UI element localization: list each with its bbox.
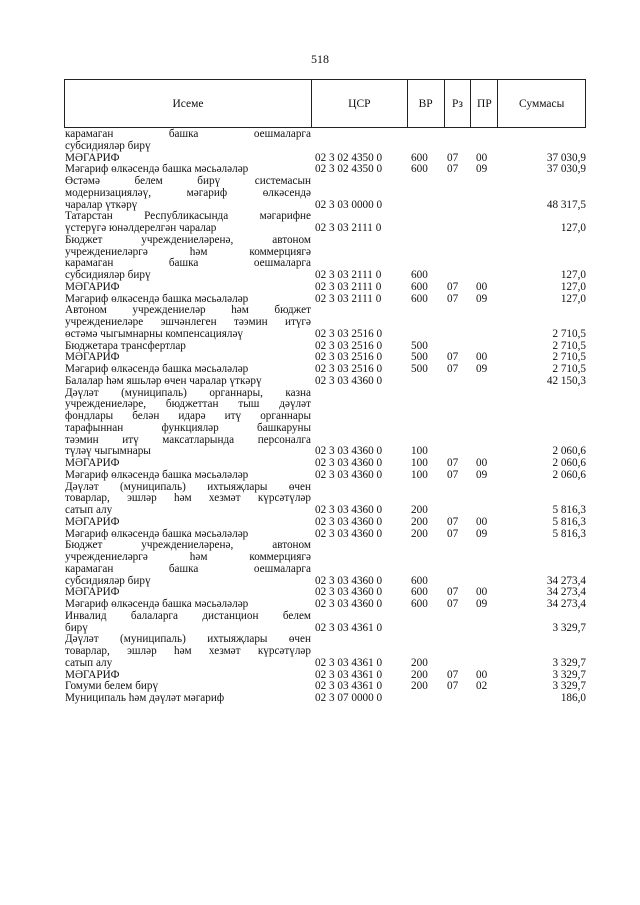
row-sum: 42 150,3 <box>546 374 586 387</box>
row-sum: 3 329,7 <box>552 621 586 634</box>
row-name-line: субсидияләр бирү <box>65 269 151 281</box>
row-sum: 34 273,4 <box>546 574 586 587</box>
row-pr <box>471 693 498 705</box>
row-sum: 2 710,5 <box>552 339 586 352</box>
row-csr: 02 3 03 4360 0 <box>315 586 383 599</box>
row-vr: 600 <box>411 574 428 587</box>
row-csr: 02 3 03 4361 0 <box>315 668 383 681</box>
row-pr: 00 <box>476 351 488 364</box>
row-pr: 09 <box>476 292 488 305</box>
row-vr: 200 <box>411 656 428 669</box>
row-csr: 02 3 03 2111 0 <box>315 292 382 305</box>
row-name <box>64 540 311 587</box>
row-csr: 02 3 02 4350 0 <box>315 151 383 164</box>
row-vr <box>407 223 444 235</box>
row-csr: 02 3 03 2111 0 <box>315 280 382 293</box>
row-pr <box>471 329 498 341</box>
row-name <box>64 458 311 470</box>
row-name-line: Бюджет учреждениеләренә, автоном <box>65 539 311 552</box>
row-sum: 2 060,6 <box>552 468 586 481</box>
row-sum: 48 317,5 <box>546 198 586 211</box>
row-name-line: МӘГАРИФ <box>65 151 120 164</box>
row-name-line: субсидияләр бирү <box>65 139 151 152</box>
row-vr: 200 <box>411 527 428 540</box>
row-name <box>64 693 311 705</box>
table-row <box>64 376 586 388</box>
row-name-line: Дәүләт (муниципаль) ихтыяҗлары өчен <box>65 633 311 646</box>
row-csr: 02 3 03 4360 0 <box>315 527 383 540</box>
row-pr <box>471 200 498 212</box>
row-rz: 07 <box>447 668 459 681</box>
row-vr: 500 <box>411 351 428 364</box>
row-pr: 09 <box>476 468 488 481</box>
row-name <box>64 470 311 482</box>
row-sum: 127,0 <box>560 222 586 234</box>
row-vr <box>407 141 444 153</box>
row-pr <box>471 270 498 282</box>
row-rz <box>444 200 471 212</box>
row-rz: 07 <box>447 468 459 481</box>
row-name-line: учреждениеләргә һәм коммерциягә <box>65 245 311 258</box>
header-pr: ПР <box>470 80 497 127</box>
table-row <box>64 458 586 470</box>
row-rz: 07 <box>447 598 459 610</box>
row-pr <box>471 376 498 388</box>
table-row <box>64 611 586 635</box>
row-name-line: Дәүләт (муниципаль) органнары, казна <box>65 386 311 399</box>
row-name <box>64 235 311 282</box>
row-csr: 02 3 03 4360 0 <box>315 468 383 481</box>
row-rz <box>444 658 471 670</box>
row-name-line: тарафыннан функцияләр башкаруны <box>65 421 311 434</box>
row-name-line: учреждениеләргә һәм коммерциягә <box>65 551 311 563</box>
row-vr: 600 <box>411 151 428 164</box>
row-rz <box>444 693 471 705</box>
row-pr: 09 <box>476 163 488 176</box>
row-sum: 3 329,7 <box>552 668 586 681</box>
row-name <box>64 211 311 235</box>
row-rz <box>444 623 471 635</box>
row-pr: 00 <box>476 586 488 599</box>
row-sum: 186,0 <box>560 692 586 704</box>
row-name-line: Бюджетара трансфертлар <box>65 339 186 352</box>
row-name-line: сатып алу <box>65 656 113 669</box>
row-csr: 02 3 03 2516 0 <box>315 327 383 340</box>
row-csr: 02 3 03 2516 0 <box>315 351 383 364</box>
row-vr: 600 <box>411 292 428 305</box>
row-vr <box>407 623 444 635</box>
row-pr: 00 <box>476 457 488 469</box>
row-vr: 500 <box>411 363 428 375</box>
row-name-line: тәэмин итү максатларында персоналга <box>65 433 311 446</box>
row-name-line: Автоном учреждениеләр һәм бюджет <box>65 304 311 317</box>
row-name-line: Татарстан Республикасында мәгарифне <box>65 210 311 223</box>
row-rz: 07 <box>447 515 459 528</box>
header-sum: Суммасы <box>497 80 585 127</box>
row-pr: 09 <box>476 598 488 610</box>
row-rz: 07 <box>447 680 459 693</box>
table-row <box>64 470 586 482</box>
row-csr: 02 3 03 4360 0 <box>315 457 383 469</box>
row-sum: 127,0 <box>560 280 586 293</box>
row-sum <box>498 141 586 153</box>
row-name <box>64 364 311 376</box>
row-name-line: МӘГАРИФ <box>65 351 120 364</box>
row-rz: 07 <box>447 527 459 540</box>
row-sum: 2 710,5 <box>552 363 586 375</box>
row-name-line: товарлар, эшләр һәм хезмәт күрсәтүләр <box>65 645 311 657</box>
row-csr: 02 3 03 0000 0 <box>315 198 383 211</box>
header-vr: ВР <box>407 80 444 127</box>
row-vr: 200 <box>411 515 428 528</box>
row-pr: 00 <box>476 515 488 528</box>
row-sum: 2 710,5 <box>552 327 586 340</box>
row-name <box>64 634 311 669</box>
table-row <box>64 540 586 587</box>
row-rz: 07 <box>447 457 459 469</box>
row-vr: 200 <box>411 680 428 693</box>
row-name-line: Гомуми белем бирү <box>65 680 159 693</box>
row-name-line: Мәгариф өлкәсендә башка мәсьәләләр <box>65 468 249 481</box>
row-name-line: МӘГАРИФ <box>65 515 120 528</box>
row-csr: 02 3 03 4360 0 <box>315 504 383 516</box>
row-name <box>64 517 311 529</box>
row-sum: 5 816,3 <box>552 515 586 528</box>
row-name-line: Мәгариф өлкәсендә башка мәсьәләләр <box>65 363 249 375</box>
row-sum: 127,0 <box>560 292 586 305</box>
row-csr: 02 3 03 2516 0 <box>315 363 383 375</box>
row-pr <box>471 505 498 517</box>
row-name <box>64 129 311 153</box>
header-csr: ЦСР <box>311 80 407 127</box>
table-body <box>64 129 586 705</box>
row-vr <box>407 693 444 705</box>
row-name-line: модернизацияләү, мәгариф өлкәсендә <box>65 186 311 199</box>
row-name-line: Бюджет учреждениеләренә, автоном <box>65 233 311 246</box>
row-pr: 09 <box>476 363 488 375</box>
row-rz: 07 <box>447 163 459 176</box>
row-sum: 3 329,7 <box>552 656 586 669</box>
row-csr: 02 3 03 4360 0 <box>315 445 383 458</box>
row-pr <box>471 141 498 153</box>
row-name-line: түләү чыгымнары <box>65 445 151 458</box>
row-csr: 02 3 02 4350 0 <box>315 163 383 176</box>
row-vr <box>407 200 444 212</box>
row-rz <box>444 141 471 153</box>
row-sum: 5 816,3 <box>552 504 586 516</box>
row-name-line: Дәүләт (муниципаль) ихтыяҗлары өчен <box>65 480 311 493</box>
row-rz <box>444 270 471 282</box>
table-header <box>64 79 586 128</box>
row-sum: 127,0 <box>560 269 586 281</box>
row-name <box>64 599 311 611</box>
row-name-line: Мәгариф өлкәсендә башка мәсьәләләр <box>65 292 249 305</box>
row-csr: 02 3 03 2111 0 <box>315 269 382 281</box>
row-sum: 34 273,4 <box>546 598 586 610</box>
row-name-line: МӘГАРИФ <box>65 586 120 599</box>
table-row <box>64 599 586 611</box>
table-row <box>64 482 586 517</box>
row-name-line: бирү <box>65 621 88 634</box>
row-sum: 5 816,3 <box>552 527 586 540</box>
row-name <box>64 376 311 388</box>
table-row <box>64 176 586 211</box>
row-name-line: Балалар һәм яшьләр өчен чаралар үткәрү <box>65 374 262 387</box>
header-name: Исеме <box>172 97 204 110</box>
row-csr: 02 3 03 4360 0 <box>315 598 383 610</box>
row-pr: 02 <box>476 680 488 693</box>
header-rz: Рз <box>444 80 471 127</box>
table-row <box>64 693 586 705</box>
row-rz: 07 <box>447 280 459 293</box>
row-name-line: учреждениеләре, бюджеттан тыш дәүләт <box>65 398 311 411</box>
row-name-line: өстәмә чыгымнарны компенсацияләү <box>65 327 244 340</box>
row-csr: 02 3 03 4361 0 <box>315 680 383 693</box>
row-pr: 09 <box>476 527 488 540</box>
row-rz: 07 <box>447 363 459 375</box>
row-name <box>64 482 311 517</box>
row-csr: 02 3 07 0000 0 <box>315 692 383 704</box>
row-name <box>64 611 311 635</box>
row-csr <box>311 141 407 153</box>
row-rz: 07 <box>447 351 459 364</box>
row-pr <box>471 223 498 235</box>
row-csr: 02 3 03 2516 0 <box>315 339 383 352</box>
row-vr: 100 <box>411 468 428 481</box>
row-name-line: карамаган башка оешмаларга <box>65 562 311 575</box>
row-vr: 600 <box>411 269 428 281</box>
row-vr: 600 <box>411 598 428 610</box>
row-rz <box>444 505 471 517</box>
row-name-line: сатып алу <box>65 504 113 516</box>
row-sum: 37 030,9 <box>546 151 586 164</box>
table-row <box>64 388 586 459</box>
row-sum: 2 060,6 <box>552 445 586 458</box>
table-row <box>64 211 586 235</box>
table-row <box>64 129 586 153</box>
row-vr: 100 <box>411 445 428 458</box>
row-rz <box>444 376 471 388</box>
row-name-line: Мәгариф өлкәсендә башка мәсьәләләр <box>65 527 249 540</box>
row-vr: 200 <box>411 504 428 516</box>
row-rz <box>444 329 471 341</box>
row-rz: 07 <box>447 586 459 599</box>
row-sum: 2 710,5 <box>552 351 586 364</box>
row-name-line: Мәгариф өлкәсендә башка мәсьәләләр <box>65 598 249 610</box>
row-vr: 600 <box>411 586 428 599</box>
row-pr: 00 <box>476 151 488 164</box>
table-row <box>64 364 586 376</box>
row-vr: 100 <box>411 457 428 469</box>
budget-table <box>64 79 586 705</box>
table-row <box>64 305 586 340</box>
row-name-line: чаралар үткәрү <box>65 198 138 211</box>
table-row <box>64 517 586 529</box>
row-pr <box>471 623 498 635</box>
row-vr: 600 <box>411 163 428 176</box>
row-rz: 07 <box>447 292 459 305</box>
row-name <box>64 176 311 211</box>
row-name-line: МӘГАРИФ <box>65 280 120 293</box>
row-name-line: Инвалид балаларга дистанцион белем <box>65 609 311 622</box>
row-sum: 2 060,6 <box>552 457 586 469</box>
row-vr <box>407 329 444 341</box>
row-pr: 00 <box>476 280 488 293</box>
table-row <box>64 282 586 294</box>
row-pr <box>471 658 498 670</box>
row-name-line: карамаган башка оешмаларга <box>65 257 311 270</box>
row-name-line: МӘГАРИФ <box>65 668 120 681</box>
row-sum: 34 273,4 <box>546 586 586 599</box>
row-name-line: учреждениеләре эшчәнлеген тәэмин итүгә <box>65 316 311 328</box>
row-name-line: Өстәмә белем бирү системасын <box>65 175 311 187</box>
row-name <box>64 388 311 459</box>
row-csr: 02 3 03 4360 0 <box>315 574 383 587</box>
row-csr: 02 3 03 4360 0 <box>315 515 383 528</box>
row-rz <box>444 223 471 235</box>
row-sum: 3 329,7 <box>552 680 586 693</box>
row-csr: 02 3 03 2111 0 <box>315 222 382 234</box>
row-name-line: МӘГАРИФ <box>65 457 120 469</box>
row-vr: 600 <box>411 280 428 293</box>
row-name-line: карамаган башка оешмаларга <box>65 128 311 140</box>
row-name-line: Муниципаль һәм дәүләт мәгариф <box>65 692 225 704</box>
table-row <box>64 634 586 669</box>
row-name-line: Мәгариф өлкәсендә башка мәсьәләләр <box>65 163 249 176</box>
row-name-line: товарлар, эшләр һәм хезмәт күрсәтүләр <box>65 492 311 505</box>
row-name-line: субсидияләр бирү <box>65 574 151 587</box>
row-rz: 07 <box>447 151 459 164</box>
row-csr: 02 3 03 4361 0 <box>315 621 383 634</box>
row-vr: 500 <box>411 339 428 352</box>
row-sum: 37 030,9 <box>546 163 586 176</box>
row-name <box>64 305 311 340</box>
row-csr: 02 3 03 4360 0 <box>315 374 383 387</box>
row-name-line: фондлары белән идарә итү органнары <box>65 410 311 422</box>
row-name-line: үстерүгә юнәлдерелгән чаралар <box>65 222 217 234</box>
row-name <box>64 282 311 294</box>
table-row <box>64 235 586 282</box>
row-vr <box>407 376 444 388</box>
row-pr: 00 <box>476 668 488 681</box>
row-vr: 200 <box>411 668 428 681</box>
row-csr: 02 3 03 4361 0 <box>315 656 383 669</box>
page-number: 518 <box>311 52 329 66</box>
